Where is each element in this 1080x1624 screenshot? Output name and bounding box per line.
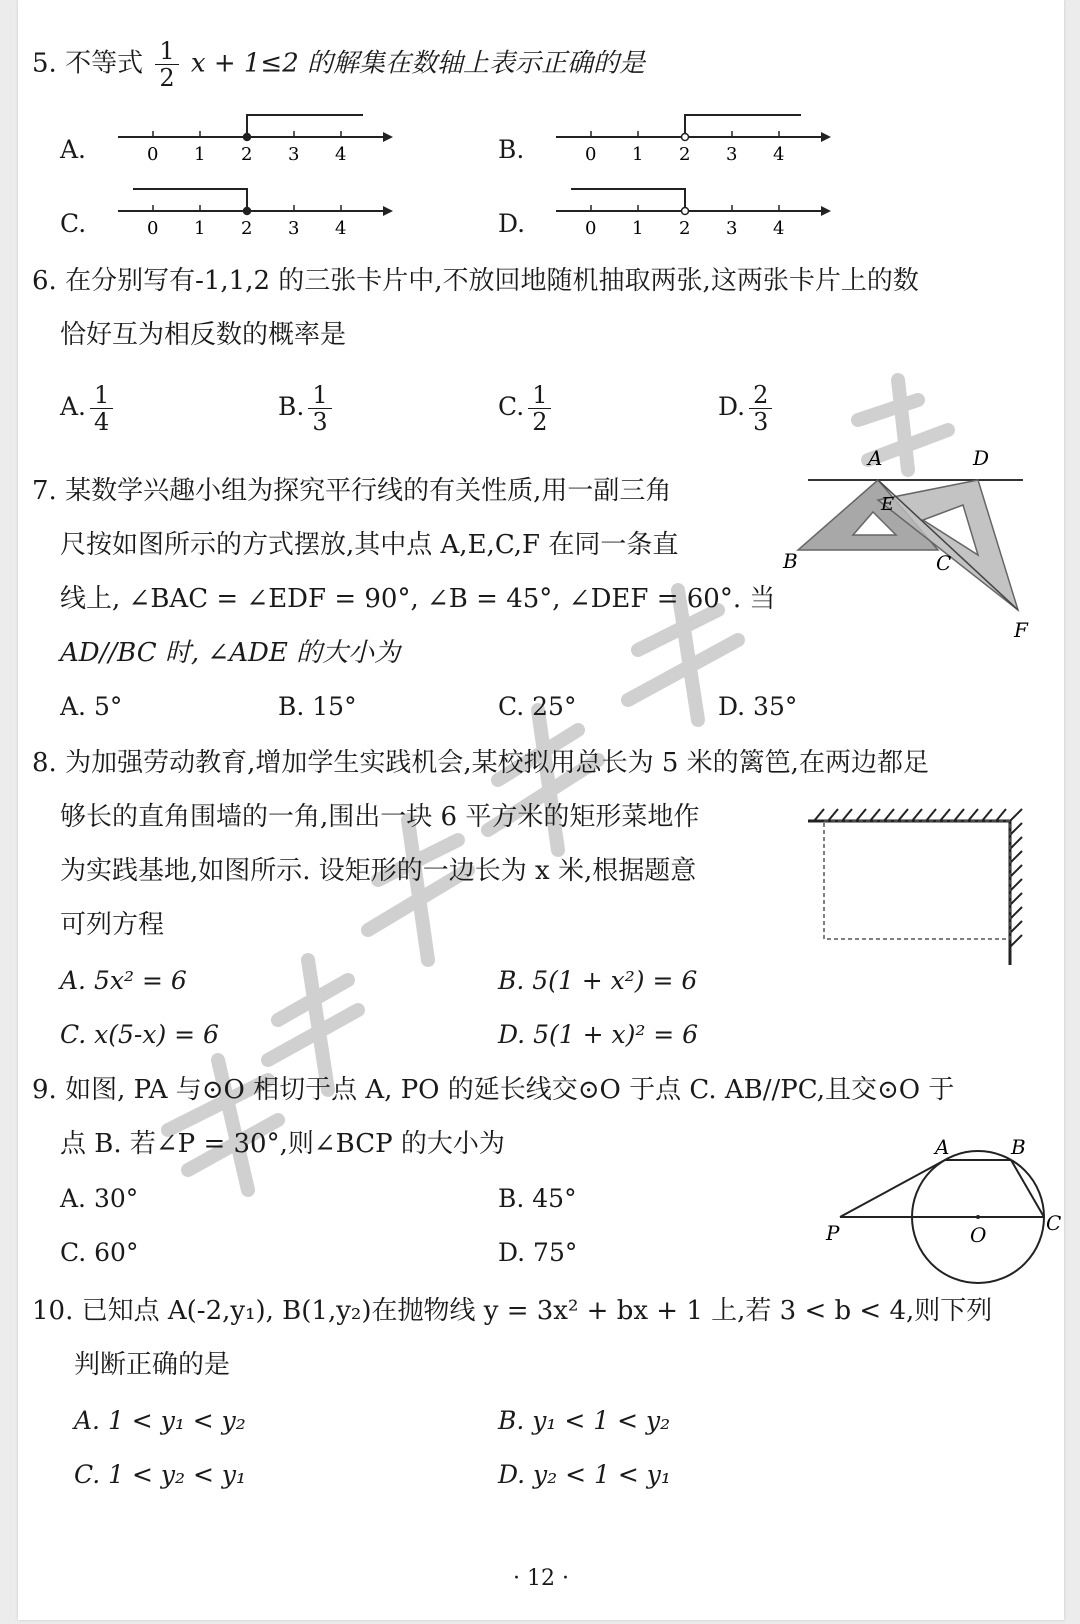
q5-b-tick-label: 4: [773, 144, 785, 165]
q5-a-tick-label: 3: [288, 144, 300, 165]
q9-option-c: C. 60°: [60, 1238, 139, 1267]
q5-d-tick-label: 4: [773, 218, 785, 239]
q5-post: x + 1≤2 的解集在数轴上表示正确的是: [190, 48, 646, 79]
q6-option-a-num: 1: [90, 382, 113, 409]
q7-label-a: A: [868, 446, 883, 470]
q8-option-a-text: 5x² = 6: [93, 966, 187, 995]
q5-a-axis-arrow: [383, 132, 393, 142]
q9-label-c: C: [1046, 1211, 1062, 1235]
q6-option-b-num: 1: [308, 382, 331, 409]
q5-c-solution-ray: [133, 189, 247, 211]
q5-b-axis-arrow: [821, 132, 831, 142]
q5-a-tick-label: 2: [241, 144, 253, 165]
q7-line2: 尺按如图所示的方式摆放,其中点 A,E,C,F 在同一条直: [60, 530, 679, 560]
q6-option-b-den: 3: [312, 408, 328, 436]
q10-line2: 判断正确的是: [74, 1350, 231, 1380]
q5-a-tick-label: 0: [147, 144, 159, 165]
q9-label-p: P: [826, 1221, 840, 1245]
q5-a-tick-label: 1: [194, 144, 206, 165]
q8-option-d-text: 5(1 + x)² = 6: [533, 1020, 699, 1049]
q6-line1: [32, 264, 919, 298]
q5-b-endpoint: [682, 134, 689, 141]
exam-page: [18, 0, 1064, 1620]
q5-c-endpoint: [244, 208, 251, 215]
q8-wall-hatching: [814, 809, 1022, 947]
q10-option-d: D. y₂ < 1 < y₁: [498, 1460, 671, 1489]
q5-a-endpoint: [244, 134, 251, 141]
q8-number: 8.: [32, 748, 57, 778]
q8-option-b-text: 5(1 + x²) = 6: [532, 966, 698, 995]
q7-text1: 某数学兴趣小组为探究平行线的有关性质,用一副三角: [65, 476, 672, 506]
q6-option-b-label: B.: [278, 392, 305, 421]
q9-center-dot: [976, 1215, 980, 1219]
q8-option-a-label: A.: [60, 966, 87, 995]
page-number: · 12 ·: [513, 1566, 569, 1591]
q6-option-d-label: D.: [718, 392, 746, 421]
q9-label-a: A: [935, 1135, 950, 1159]
q7-line1: [32, 474, 671, 508]
q5-c-tick-label: 1: [194, 218, 206, 239]
q9-line2: 点 B. 若∠P = 30°,则∠BCP 的大小为: [60, 1129, 505, 1159]
q5-pre: 不等式: [65, 48, 144, 79]
q9-figure: [798, 1135, 1062, 1285]
q6-option-c: [498, 382, 555, 435]
q5-c-tick-label: 4: [335, 218, 347, 239]
q5-d-endpoint: [682, 208, 689, 215]
q6-option-b: [278, 382, 336, 435]
q5-d-tick-label: 3: [726, 218, 738, 239]
q8-option-b-label: B.: [498, 966, 525, 995]
q8-line2: 够长的直角围墙的一角,围出一块 6 平方米的矩形菜地作: [60, 802, 700, 832]
q7-label-f: F: [1014, 618, 1028, 642]
q8-option-a: [60, 964, 187, 998]
q7-line3: 线上, ∠BAC = ∠EDF = 90°, ∠B = 45°, ∠DEF = 60°. 当: [60, 584, 776, 614]
q5-c-tick-label: 2: [241, 218, 253, 239]
q6-option-c-den: 2: [532, 408, 548, 436]
q7-option-b: B. 15°: [278, 692, 357, 721]
q7-label-d: D: [973, 446, 990, 470]
q5-c-axis-arrow: [383, 206, 393, 216]
q5-b-tick-label: 2: [679, 144, 691, 165]
q5-c-tick-label: 0: [147, 218, 159, 239]
q10-line1: [32, 1294, 992, 1328]
q7-label-e: E: [881, 494, 895, 515]
q7-label-c: C: [936, 551, 952, 575]
q7-line4: AD//BC 时, ∠ADE 的大小为: [60, 638, 401, 668]
q5-c-tick-label: 3: [288, 218, 300, 239]
q5-stem: [32, 38, 645, 91]
q10-option-c: C. 1 < y₂ < y₁: [74, 1460, 247, 1489]
q5-b-tick-label: 1: [632, 144, 644, 165]
q5-frac-den: 2: [159, 64, 175, 92]
q8-rectangle-plot: [824, 821, 1010, 939]
q5-option-b-label: B.: [498, 135, 525, 164]
q8-text1: 为加强劳动教育,增加学生实践机会,某校拟用总长为 5 米的篱笆,在两边都足: [65, 748, 929, 778]
q5-frac-num: 1: [155, 38, 178, 65]
q5-d-solution-ray: [571, 189, 685, 211]
q9-number: 9.: [32, 1075, 57, 1105]
q5-fraction: [155, 38, 178, 91]
q8-option-d-label: D.: [498, 1020, 526, 1049]
q6-option-c-num: 1: [528, 382, 551, 409]
q8-line3: 为实践基地,如图所示. 设矩形的一边长为 x 米,根据题意: [60, 856, 697, 886]
q5-d-tick-label: 1: [632, 218, 644, 239]
q8-line4: 可列方程: [60, 910, 165, 940]
q10-option-b: B. y₁ < 1 < y₂: [498, 1406, 671, 1435]
q6-text1: 在分别写有-1,1,2 的三张卡片中,不放回地随机抽取两张,这两张卡片上的数: [65, 266, 919, 296]
q5-number: 5.: [32, 48, 57, 79]
q6-number: 6.: [32, 266, 57, 296]
q8-option-c-text: x(5-x) = 6: [94, 1020, 219, 1049]
q9-label-o: O: [970, 1223, 987, 1247]
q9-line1: [32, 1073, 954, 1107]
q5-b-tick-label: 0: [585, 144, 597, 165]
q6-option-a: [60, 382, 117, 435]
q6-option-c-label: C.: [498, 392, 525, 421]
q7-number: 7.: [32, 476, 57, 506]
q5-b-solution-ray: [685, 115, 801, 137]
q8-option-b: [498, 964, 697, 998]
q6-line2: 恰好互为相反数的概率是: [60, 320, 347, 350]
q5-option-a-numberline: [98, 110, 398, 170]
q5-option-c-label: C.: [60, 209, 87, 238]
q5-option-c-numberline: [98, 184, 398, 244]
q9-label-b: B: [1011, 1135, 1026, 1159]
q5-option-a-label: A.: [60, 135, 87, 164]
q5-option-d-numberline: [536, 184, 836, 244]
q10-text1: 已知点 A(-2,y₁), B(1,y₂)在抛物线 y = 3x² + bx + 1 上,若 3 < b < 4,则下列: [81, 1296, 993, 1326]
q9-option-a: A. 30°: [60, 1184, 139, 1213]
q6-option-a-den: 4: [94, 408, 110, 436]
q6-option-a-label: A.: [60, 392, 87, 421]
q7-option-a: A. 5°: [60, 692, 123, 721]
q5-d-tick-label: 2: [679, 218, 691, 239]
q9-option-d: D. 75°: [498, 1238, 578, 1267]
q7-label-b: B: [783, 549, 798, 573]
q7-option-c: C. 25°: [498, 692, 577, 721]
q5-a-tick-label: 4: [335, 144, 347, 165]
q8-option-c-label: C.: [60, 1020, 87, 1049]
q5-a-solution-ray: [247, 115, 363, 137]
q10-option-a: A. 1 < y₁ < y₂: [74, 1406, 246, 1435]
q6-option-d-den: 3: [753, 408, 769, 436]
q5-d-axis-arrow: [821, 206, 831, 216]
q6-option-d: [718, 382, 776, 435]
q9-tangent-pa: [840, 1160, 945, 1217]
q8-option-c: [60, 1018, 219, 1052]
q8-figure: [798, 805, 1038, 970]
q5-option-b-numberline: [536, 110, 836, 170]
q9-text1: 如图, PA 与⊙O 相切于点 A, PO 的延长线交⊙O 于点 C. AB//PC,且交⊙O 于: [65, 1075, 955, 1105]
q9-option-b: B. 45°: [498, 1184, 577, 1213]
q5-d-tick-label: 0: [585, 218, 597, 239]
q5-option-d-label: D.: [498, 209, 526, 238]
q8-line1: [32, 746, 929, 780]
q5-b-tick-label: 3: [726, 144, 738, 165]
q10-number: 10.: [32, 1296, 74, 1326]
q6-option-d-num: 2: [749, 382, 772, 409]
q7-option-d: D. 35°: [718, 692, 798, 721]
q8-option-d: [498, 1018, 698, 1052]
q9-chord-bc: [1011, 1160, 1044, 1217]
q7-figure: [778, 440, 1048, 650]
